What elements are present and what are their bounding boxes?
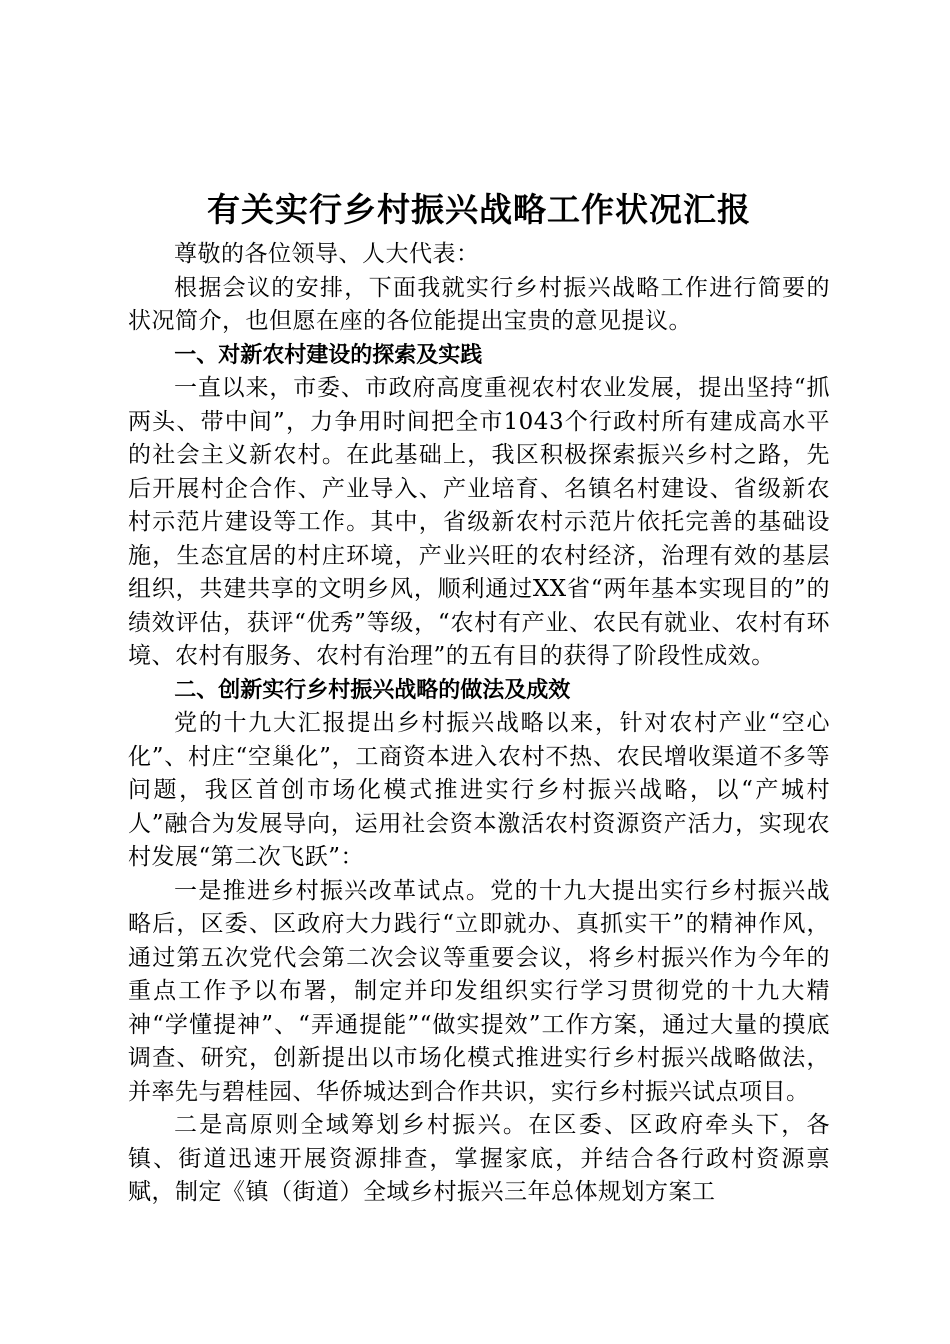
salutation: 尊敬的各位领导、人大代表： <box>174 241 480 267</box>
document-title: 有关实行乡村振兴战略工作状况汇报 <box>207 190 751 229</box>
section-1-paragraph: 一直以来，市委、市政府高度重视农村农业发展，提出坚持“抓两头、带中间”，力争用时间把全市1043个行政村所有建成高水平的社会主义新农村。在此基础上，我区积极探索振兴乡村之路，先后开展村企合作、产业导入、产业培育、名镇名村建设、省级新农村示范片建设等工作。其中，省级新农村示范片依托完善的基础设施，生态宜居的村庄环境，产业兴旺的农村经济，治理有效的基层组织，共建共享的文明乡风，顺利通过XX省“两年基本实现目的”的绩效评估，获评“优秀”等级，“农村有产业、农民有就业、农村有环境、农村有服务、农村有治理”的五有目的获得了阶段性成效。 <box>128 375 830 669</box>
intro-paragraph: 根据会议的安排，下面我就实行乡村振兴战略工作进行简要的状况简介，也但愿在座的各位能提出宝贵的意见提议。 <box>128 274 830 334</box>
section-2-paragraph-2: 一是推进乡村振兴改革试点。党的十九大提出实行乡村振兴战略后，区委、区政府大力践行“立即就办、真抓实干”的精神作风，通过第五次党代会第二次会议等重要会议，将乡村振兴作为今年的重点工作予以布署，制定并印发组织实行学习贯彻党的十九大精神“学懂提神”、“弄通提能”“做实提效”工作方案，通过大量的摸底调查、研究，创新提出以市场化模式推进实行乡村振兴战略做法，并率先与碧桂园、华侨城达到合作共识，实行乡村振兴试点项目。 <box>128 877 830 1105</box>
section-2-heading: 二、创新实行乡村振兴战略的做法及成效 <box>174 677 571 703</box>
section-1-heading: 一、对新农村建设的探索及实践 <box>174 342 483 368</box>
section-2-paragraph-3: 二是高原则全域筹划乡村振兴。在区委、区政府牵头下，各镇、街道迅速开展资源排查，掌握家底，并结合各行政村资源禀赋，制定《镇（街道）全域乡村振兴三年总体规划方案工 <box>128 1112 830 1205</box>
section-2-paragraph-1: 党的十九大汇报提出乡村振兴战略以来，针对农村产业“空心化”、村庄“空巢化”，工商资本进入农村不热、农民增收渠道不多等问题，我区首创市场化模式推进实行乡村振兴战略，以“产城村人”融合为发展导向，运用社会资本激活农村资源资产活力，实现农村发展“第二次飞跃”： <box>128 710 830 870</box>
document-page <box>128 186 830 1210</box>
